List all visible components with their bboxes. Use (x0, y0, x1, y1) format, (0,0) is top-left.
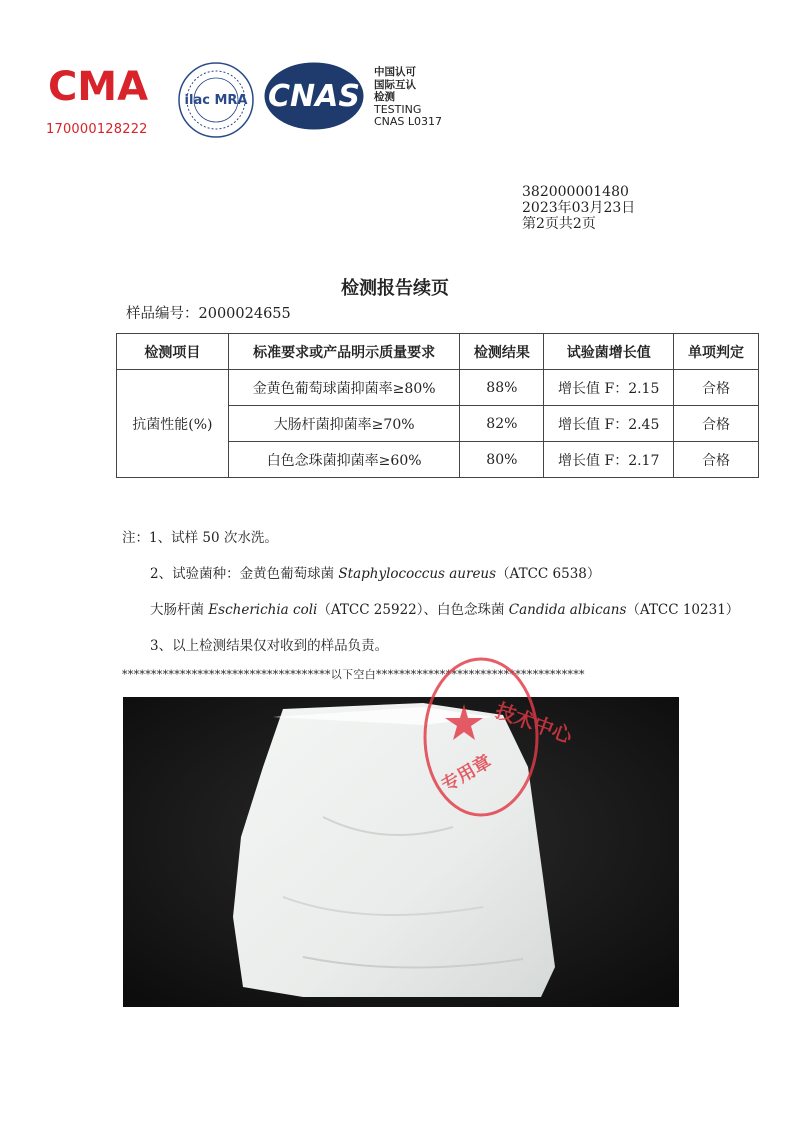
note-3-b: （ATCC 25922）、白色念珠菌 (317, 602, 509, 618)
test-item-cell: 抗菌性能(%) (117, 370, 229, 478)
cnas-line-3: 检测 (374, 91, 395, 103)
cnas-line-5: CNAS L0317 (374, 115, 443, 128)
requirement-cell: 大肠杆菌抑菌率≥70% (228, 406, 460, 442)
results-table (116, 333, 759, 478)
report-meta (522, 184, 635, 232)
note-1: 注：1、试样 50 次水洗。 (122, 530, 278, 546)
judgement-cell: 合格 (674, 370, 759, 406)
growth-cell: 增长值 F：2.17 (544, 442, 674, 478)
result-cell: 80% (460, 442, 544, 478)
cma-number: 170000128222 (46, 122, 148, 137)
table-header-row (117, 334, 759, 370)
requirement-cell: 白色念珠菌抑菌率≥60% (228, 442, 460, 478)
notes (122, 520, 739, 664)
growth-cell: 增长值 F：2.45 (544, 406, 674, 442)
judgement-cell: 合格 (674, 406, 759, 442)
cnas-line-2: 国际互认 (374, 78, 416, 91)
note-2-continued (122, 592, 739, 628)
official-seal (422, 656, 576, 818)
note-3-species-2: Candida albicans (508, 602, 627, 618)
note-2-prefix: 2、试验菌种：金黄色葡萄球菌 (150, 566, 339, 582)
sample-label: 样品编号： (126, 306, 199, 322)
header-result: 检测结果 (460, 334, 544, 370)
ilac-logo-text: ilac MRA (184, 93, 248, 108)
report-number: 382000001480 (522, 184, 629, 200)
table-row (117, 370, 759, 406)
result-cell: 88% (460, 370, 544, 406)
cnas-logo-text: CNAS (268, 79, 360, 114)
sample-value: 2000024655 (198, 306, 291, 322)
page-indicator: 第2页共2页 (522, 216, 596, 232)
sample-photo (123, 697, 679, 1007)
sample-number (126, 302, 291, 323)
requirement-cell: 金黄色葡萄球菌抑菌率≥80% (228, 370, 460, 406)
header-item: 检测项目 (117, 334, 229, 370)
result-cell: 82% (460, 406, 544, 442)
cnas-line-4: TESTING (374, 102, 422, 116)
ilac-mra-logo (176, 60, 256, 140)
note-3: 3、以上检测结果仅对收到的样品负责。 (150, 638, 389, 654)
cma-logo-text: CMA (47, 64, 149, 110)
cnas-caption (374, 66, 442, 129)
cnas-logo (262, 60, 366, 132)
seal-text-top: 技术中心 (492, 698, 576, 749)
cma-logo (48, 58, 148, 108)
note-2-suffix: （ATCC 6538） (496, 566, 601, 582)
note-2-species: Staphylococcus aureus (338, 566, 497, 582)
note-3-a: 大肠杆菌 (150, 602, 209, 618)
header-growth: 试验菌增长值 (544, 334, 674, 370)
note-3-species-1: Escherichia coli (208, 602, 318, 618)
page-title: 检测报告续页 (341, 278, 449, 299)
header-requirement: 标准要求或产品明示质量要求 (228, 334, 460, 370)
judgement-cell: 合格 (674, 442, 759, 478)
seal-text-bottom: 专用章 (438, 751, 496, 797)
growth-cell: 增长值 F：2.15 (544, 370, 674, 406)
blank-below-line: ************************************以下空白************************************ (122, 668, 585, 681)
note-2 (122, 556, 739, 592)
header-judgement: 单项判定 (674, 334, 759, 370)
report-date: 2023年03月23日 (522, 200, 636, 216)
note-3-c: （ATCC 10231） (626, 602, 740, 618)
cnas-line-1: 中国认可 (374, 66, 416, 78)
